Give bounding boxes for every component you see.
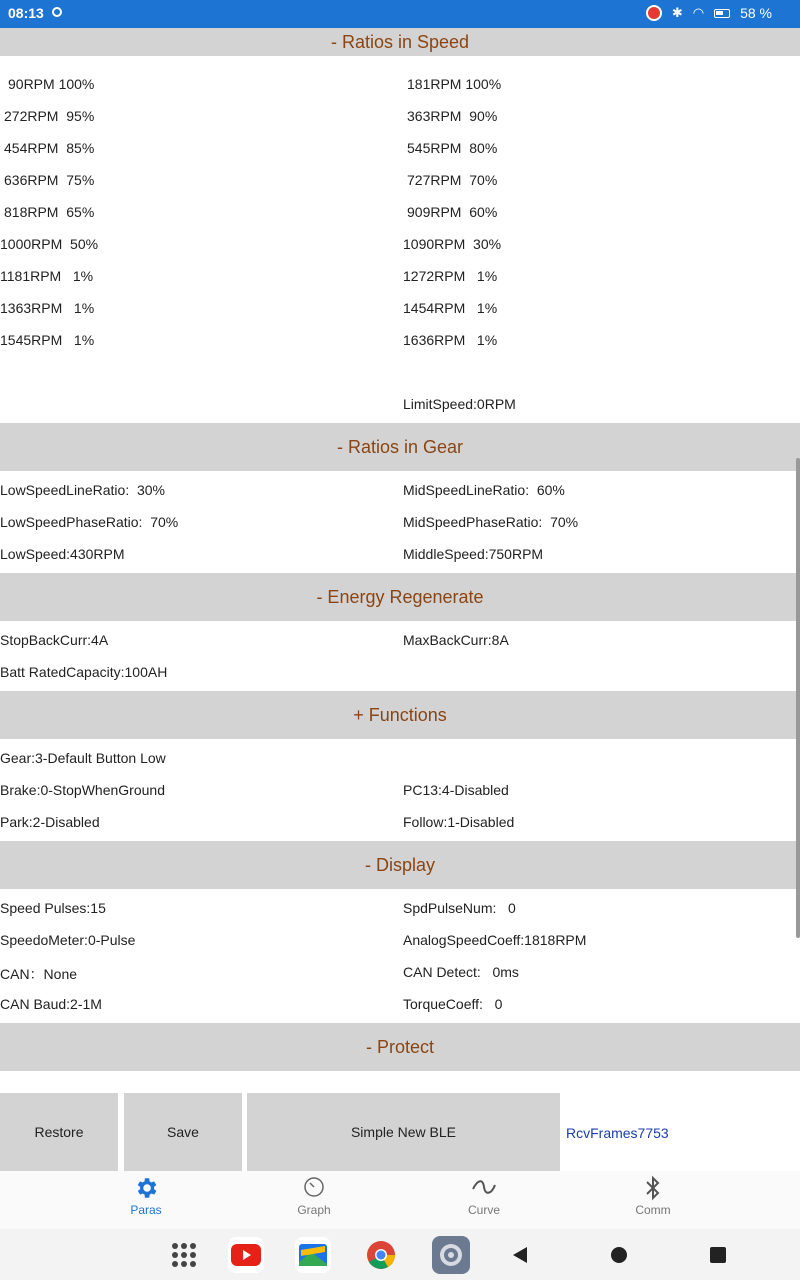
settings-app-icon[interactable]: [432, 1236, 470, 1274]
speed-ratio-left[interactable]: 454RPM 85%: [4, 140, 95, 156]
mid-speed-phase-ratio[interactable]: MidSpeedPhaseRatio: 70%: [403, 514, 579, 530]
speed-ratio-right[interactable]: 545RPM 80%: [407, 140, 498, 156]
home-icon[interactable]: [601, 1237, 637, 1273]
rcv-frames-counter: RcvFrames7753: [566, 1125, 669, 1141]
speed-ratio-right[interactable]: 909RPM 60%: [407, 204, 498, 220]
speedometer[interactable]: SpeedoMeter:0-Pulse: [0, 932, 136, 948]
section-header-display[interactable]: - Display: [0, 841, 800, 889]
youtube-app-icon[interactable]: [228, 1237, 264, 1273]
section-header-protect[interactable]: - Protect: [0, 1023, 800, 1071]
speed-ratio-right[interactable]: 1636RPM 1%: [403, 332, 498, 348]
restore-button[interactable]: Restore: [0, 1093, 118, 1171]
simple-new-ble-button[interactable]: Simple New BLE: [247, 1093, 560, 1171]
section-header-ratios-gear[interactable]: - Ratios in Gear: [0, 423, 800, 471]
speed-ratio-left[interactable]: 90RPM 100%: [8, 76, 95, 92]
batt-rated-capacity[interactable]: Batt RatedCapacity:100AH: [0, 664, 168, 680]
back-icon[interactable]: [502, 1237, 538, 1273]
speed-ratio-left[interactable]: 1181RPM 1%: [0, 268, 94, 284]
section-header-ratios-speed[interactable]: [0, 28, 800, 56]
tab-graph[interactable]: [264, 1175, 364, 1217]
speed-ratio-right[interactable]: 727RPM 70%: [407, 172, 498, 188]
gear-setting[interactable]: Gear:3-Default Button Low: [0, 750, 166, 766]
tab-label: Paras: [130, 1203, 162, 1217]
low-speed[interactable]: LowSpeed:430RPM: [0, 546, 125, 562]
gear-icon: [96, 1175, 196, 1203]
speed-pulses[interactable]: Speed Pulses:15: [0, 900, 106, 916]
action-bar: [0, 1093, 800, 1171]
brake-setting[interactable]: Brake:0-StopWhenGround: [0, 782, 165, 798]
tab-comm[interactable]: [603, 1175, 703, 1217]
tab-curve[interactable]: [434, 1175, 534, 1217]
status-time: 08:13: [8, 5, 44, 21]
speed-ratio-left[interactable]: 636RPM 75%: [4, 172, 95, 188]
can-baud[interactable]: CAN Baud:2-1M: [0, 996, 102, 1012]
tab-label: Comm: [635, 1203, 671, 1217]
tab-label: Curve: [467, 1203, 500, 1217]
bluetooth-status-icon: ✱: [671, 5, 683, 20]
battery-percent: 58 %: [740, 5, 772, 21]
speed-ratio-left[interactable]: 1363RPM 1%: [0, 300, 95, 316]
scrollbar[interactable]: [796, 458, 800, 938]
speed-ratio-left[interactable]: 1000RPM 50%: [0, 236, 99, 252]
app-drawer-icon[interactable]: [166, 1237, 202, 1273]
system-nav-bar: [0, 1229, 800, 1280]
speed-ratio-right[interactable]: 181RPM 100%: [407, 76, 502, 92]
speed-ratio-right[interactable]: 1090RPM 30%: [403, 236, 502, 252]
low-speed-line-ratio[interactable]: LowSpeedLineRatio: 30%: [0, 482, 166, 498]
recents-icon[interactable]: [700, 1237, 736, 1273]
section-header-energy-regenerate[interactable]: - Energy Regenerate: [0, 573, 800, 621]
mid-speed-line-ratio[interactable]: MidSpeedLineRatio: 60%: [403, 482, 565, 498]
middle-speed[interactable]: MiddleSpeed:750RPM: [403, 546, 544, 562]
battery-icon: [714, 9, 730, 18]
section-title: - Ratios in Speed: [330, 32, 470, 52]
can-setting[interactable]: CAN：None: [0, 966, 78, 982]
screen-record-indicator-icon: [52, 7, 62, 17]
speed-ratio-left[interactable]: 1545RPM 1%: [0, 332, 95, 348]
limit-speed[interactable]: LimitSpeed:0RPM: [403, 396, 516, 412]
analog-speed-coeff[interactable]: AnalogSpeedCoeff:1818RPM: [403, 932, 587, 948]
tab-label: Graph: [297, 1203, 331, 1217]
save-button[interactable]: Save: [124, 1093, 242, 1171]
park-setting[interactable]: Park:2-Disabled: [0, 814, 100, 830]
files-app-icon[interactable]: [295, 1237, 331, 1273]
low-speed-phase-ratio[interactable]: LowSpeedPhaseRatio: 70%: [0, 514, 179, 530]
wifi-icon: ◠: [692, 5, 705, 20]
chrome-app-icon[interactable]: [363, 1237, 399, 1273]
speed-ratio-right[interactable]: 1454RPM 1%: [403, 300, 498, 316]
pc13-setting[interactable]: PC13:4-Disabled: [403, 782, 509, 798]
bluetooth-icon: [603, 1175, 703, 1203]
bottom-tab-bar: [0, 1171, 800, 1229]
parameters-list[interactable]: [0, 28, 800, 1092]
torque-coeff[interactable]: TorqueCoeff: 0: [403, 996, 503, 1012]
speed-ratio-left[interactable]: 818RPM 65%: [4, 204, 95, 220]
section-header-functions[interactable]: + Functions: [0, 691, 800, 739]
can-detect[interactable]: CAN Detect: 0ms: [403, 964, 519, 980]
spd-pulse-num[interactable]: SpdPulseNum: 0: [403, 900, 516, 916]
record-icon: [646, 5, 662, 21]
curve-icon: [434, 1175, 534, 1203]
follow-setting[interactable]: Follow:1-Disabled: [403, 814, 515, 830]
tab-paras[interactable]: [96, 1175, 196, 1217]
speed-ratio-left[interactable]: 272RPM 95%: [4, 108, 95, 124]
stop-back-curr[interactable]: StopBackCurr:4A: [0, 632, 109, 648]
speed-ratio-right[interactable]: 363RPM 90%: [407, 108, 498, 124]
speed-ratio-right[interactable]: 1272RPM 1%: [403, 268, 498, 284]
gauge-icon: [264, 1175, 364, 1203]
max-back-curr[interactable]: MaxBackCurr:8A: [403, 632, 509, 648]
status-bar: [0, 0, 800, 28]
